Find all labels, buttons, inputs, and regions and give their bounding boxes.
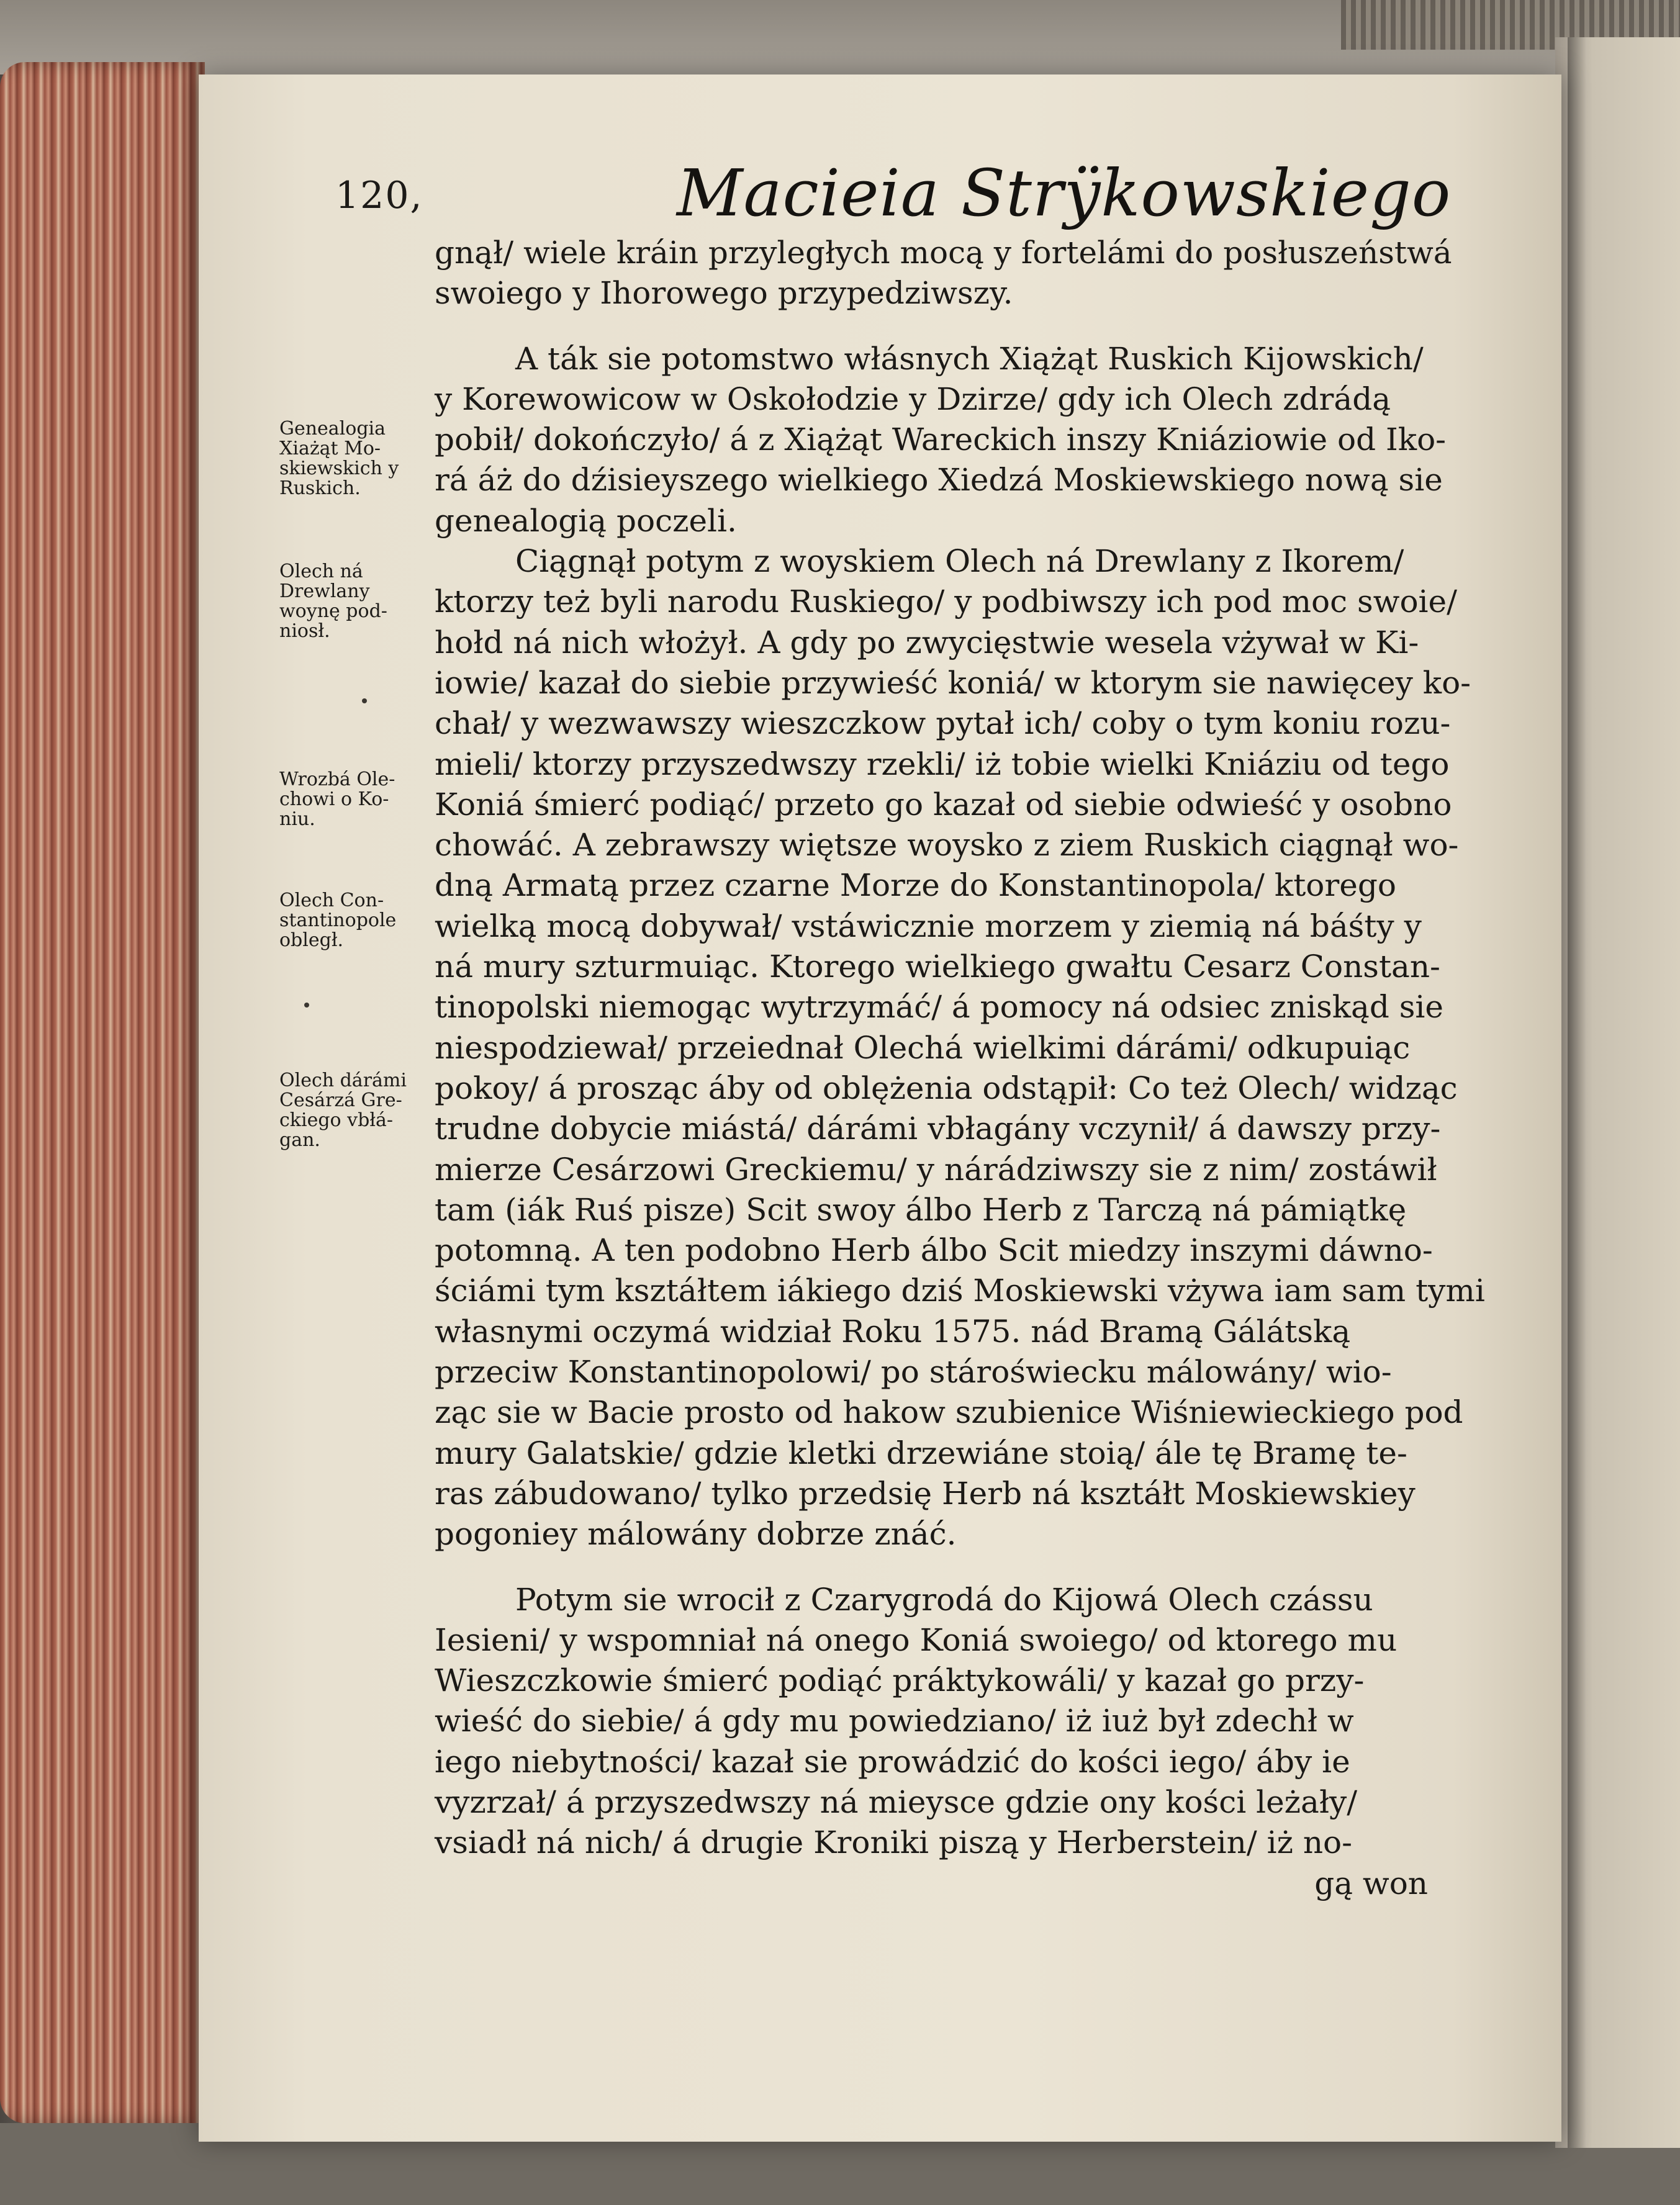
- text-line: niespodziewał/ przeiednał Olechá wielkimi dárámi/ odkupuiąc: [435, 1029, 1411, 1066]
- text-line: gnął/ wiele kráin przyległych mocą y fortelámi do posłuszeństwá: [435, 235, 1452, 271]
- margin-note-genealogy: Genealogia Xiażąt Mo- skiewskich y Ruskich.: [279, 418, 399, 499]
- text-line: tam (iák Ruś pisze) Scit swoy álbo Herb z Tarczą ná pámiątkę: [435, 1191, 1407, 1228]
- text-line: vyzrzał/ á przyszedwszy ná mieysce gdzie ony kości leżały/: [435, 1783, 1358, 1820]
- text-line: dną Armatą przez czarne Morze do Konstantinopola/ ktorego: [435, 867, 1396, 904]
- text-line: chał/ y wezwawszy wieszczkow pytał ich/ coby o tym koniu rozu-: [435, 705, 1451, 742]
- margin-note-drewlany: Olech ná Drewlany woynę pod- niosł.: [279, 561, 387, 642]
- text-line: Wieszczkowie śmierć podiąć práktykowáli/ y kazał go przy-: [435, 1662, 1365, 1699]
- text-line: pogoniey málowány dobrze znáć.: [435, 1516, 957, 1553]
- text-line: vsiadł ná nich/ á drugie Kroniki piszą y Herberstein/ iż no-: [435, 1824, 1353, 1861]
- margin-dot: [362, 698, 367, 703]
- margin-dot: [304, 1003, 309, 1008]
- text-line: własnymi oczymá widział Roku 1575. nád Bramą Gálátską: [435, 1313, 1351, 1350]
- text-line: Potym sie wrocił z Czarygrodá do Kijowá Olech czássu: [515, 1581, 1373, 1618]
- text-line: mury Galatskie/ gdzie kletki drzewiáne stoią/ ále tę Bramę te-: [435, 1435, 1407, 1471]
- text-line: A ták sie potomstwo włásnych Xiążąt Ruskich Kijowskich/: [515, 340, 1424, 377]
- text-line: Iesieni/ y wspomniał ná onego Koniá swoiego/ od ktorego mu: [435, 1621, 1398, 1658]
- text-line: ktorzy też byli narodu Ruskiego/ y podbiwszy ich pod moc swoie/: [435, 584, 1457, 620]
- text-line: rá áż do dźisieyszego wielkiego Xiedzá Moskiewskiego nową sie: [435, 462, 1443, 498]
- text-line: potomną. A ten podobno Herb álbo Scit miedzy inszymi dáwno-: [435, 1232, 1433, 1269]
- text-line: iego niebytności/ kazał sie prowádzić do kości iego/ áby ie: [435, 1743, 1350, 1780]
- running-title: Macieia Strÿkowskiego: [677, 155, 1452, 231]
- text-line: y Korewowicow w Oskołodzie y Dzirze/ gdy ich Olech zdrádą: [435, 381, 1391, 417]
- text-line: ściámi tym ksztáłtem iákiego dziś Moskiewski vżywa iam sam tymi: [435, 1273, 1485, 1309]
- facing-page-edge: [1555, 37, 1680, 2148]
- text-line: iowie/ kazał do siebie przywieść koniá/ w ktorym sie nawięcey ko-: [435, 664, 1471, 701]
- text-line: pokoy/ á prosząc áby od oblężenia odstąpił: Co też Olech/ widząc: [435, 1070, 1458, 1106]
- margin-note-emperor: Olech dárámi Cesárzá Gre- ckiego vbłá- gan.: [279, 1070, 407, 1151]
- body-text: [435, 233, 1485, 1904]
- book-fore-edge: [0, 62, 205, 2123]
- text-line: ząc sie w Bacie prosto od hakow szubienice Wiśniewieckiego pod: [435, 1394, 1463, 1431]
- catchword: gą won: [1314, 1865, 1428, 1901]
- page-number: 120,: [335, 174, 423, 217]
- text-line: mieli/ ktorzy przyszedwszy rzekli/ iż tobie wielki Kniáziu od tego: [435, 746, 1450, 782]
- text-line: Ciągnął potym z woyskiem Olech ná Drewlany z Ikorem/: [515, 543, 1404, 580]
- text-line: genealogią poczeli.: [435, 502, 737, 539]
- text-line: pobił/ dokończyło/ á z Xiążąt Wareckich inszy Kniáziowie od Iko-: [435, 422, 1447, 458]
- text-line: Koniá śmierć podiąć/ przeto go kazał od siebie odwieść y osobno: [435, 786, 1452, 823]
- text-line: trudne dobycie miástá/ dárámi vbłagány vczynił/ á dawszy przy-: [435, 1111, 1441, 1147]
- text-line: chowáć. A zebrawszy więtsze woysko z ziem Ruskich ciągnął wo-: [435, 827, 1459, 864]
- margin-note-constantinople: Olech Con- stantinopole obległ.: [279, 890, 397, 951]
- text-line: tinopolski niemogąc wytrzymáć/ á pomocy ná odsiec zniskąd sie: [435, 989, 1443, 1026]
- text-line: mierze Cesárzowi Greckiemu/ y nárádziwszy sie z nim/ zostáwił: [435, 1151, 1437, 1188]
- text-line: wielką mocą dobywał/ vstáwicznie morzem y ziemią ná báśty y: [435, 908, 1422, 944]
- text-line: ras zábudowano/ tylko przedsię Herb ná ksztáłt Moskiewskiey: [435, 1475, 1416, 1512]
- text-line: swoiego y Ihorowego przypedziwszy.: [435, 275, 1013, 312]
- margin-note-prophecy: Wrozbá Ole- chowi o Ko- niu.: [279, 769, 395, 830]
- text-line: wieść do siebie/ á gdy mu powiedziano/ iż iuż był zdechł w: [435, 1703, 1354, 1739]
- text-line: hołd ná nich włożył. A gdy po zwycięstwie wesela vżywał w Ki-: [435, 624, 1419, 661]
- text-line: przeciw Konstantinopolowi/ po stároświecku málowány/ wio-: [435, 1354, 1392, 1391]
- text-line: ná mury szturmuiąc. Ktorego wielkiego gwałtu Cesarz Constan-: [435, 949, 1440, 985]
